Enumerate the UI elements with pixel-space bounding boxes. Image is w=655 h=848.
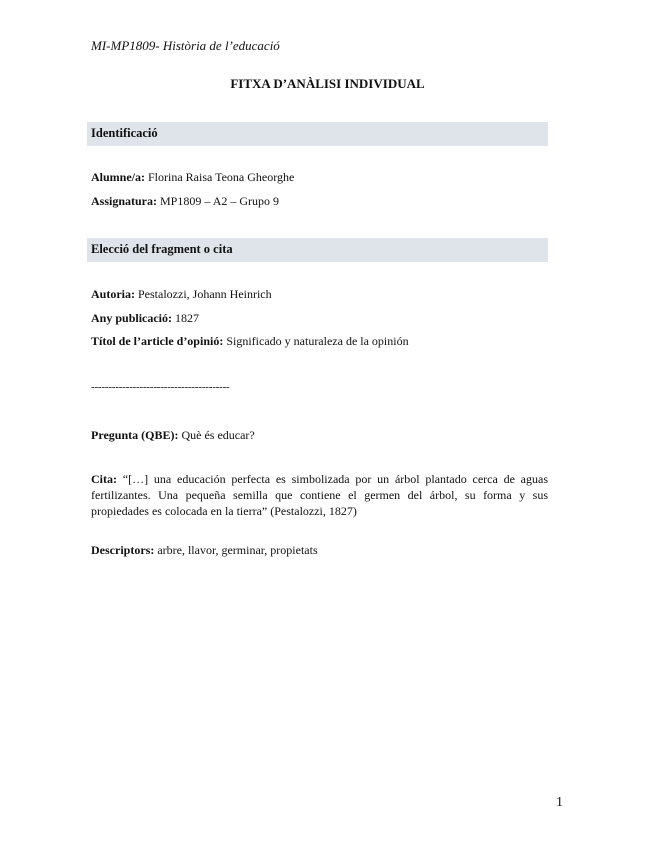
section-identificacio (87, 122, 548, 146)
field-label: Any publicació: (91, 311, 173, 325)
field-pregunta (91, 428, 255, 443)
separator-line: ---------------------------------------- (91, 381, 230, 393)
field-value: 1827 (175, 311, 200, 325)
field-label: Assignatura: (91, 194, 158, 208)
field-value: Florina Raisa Teona Gheorghe (148, 170, 295, 184)
field-value: Pestalozzi, Johann Heinrich (138, 287, 272, 301)
field-cita (91, 471, 548, 519)
field-titol (91, 334, 409, 349)
section-title: Identificació (91, 126, 158, 140)
field-label: Cita: (91, 472, 117, 486)
field-any-publicacio (91, 311, 199, 326)
field-descriptors (91, 543, 318, 558)
field-label: Títol de l’article d’opinió: (91, 334, 224, 348)
field-label: Descriptors: (91, 543, 155, 557)
cita-text: “[…] una educación perfecta es simbolizada por un árbol plantado cerca de aguas fertilizantes. Una pequeña semilla que contiene el germen del árbol, su forma y sus propiedades es colocada en la tierra” (Pestalozzi, 1827) (91, 472, 549, 518)
section-eleccio (87, 238, 548, 262)
field-value: MP1809 – A2 – Grupo 9 (160, 194, 280, 208)
field-label: Alumne/a: (91, 170, 145, 184)
field-assignatura (91, 194, 279, 209)
field-value: arbre, llavor, germinar, propietats (157, 543, 318, 557)
field-value: Significado y naturaleza de la opinión (226, 334, 409, 348)
document-title: FITXA D’ANÀLISI INDIVIDUAL (230, 76, 425, 91)
field-autoria (91, 287, 272, 302)
field-alumne (91, 170, 294, 185)
page-number: 1 (556, 795, 563, 810)
field-value: Què és educar? (181, 428, 255, 442)
field-label: Pregunta (QBE): (91, 428, 179, 442)
field-label: Autoria: (91, 287, 135, 301)
section-title: Elecció del fragment o cita (91, 242, 233, 256)
document-header: MI-MP1809- Història de l’educació (91, 38, 280, 53)
